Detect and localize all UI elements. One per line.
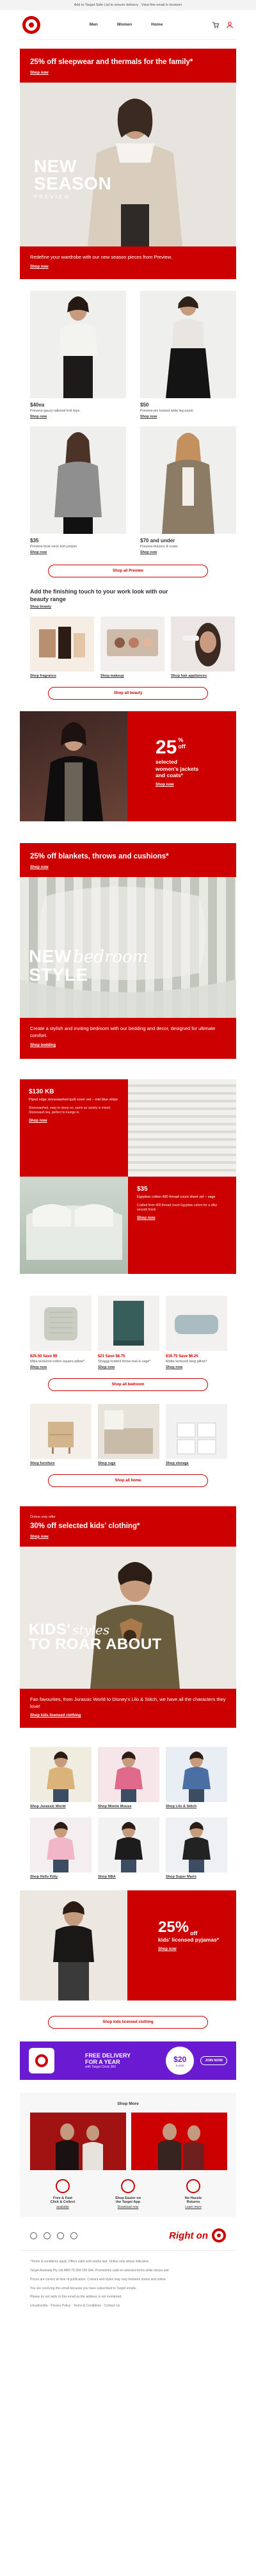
product-grid [20, 279, 236, 554]
cushion-price: $21 Save $6.75 [98, 1354, 125, 1358]
shop-all-preview-button[interactable]: Shop all Preview [48, 565, 208, 577]
brand-line: Right on [169, 2230, 208, 2241]
home-tile-rugs[interactable]: Shop rugs [98, 1404, 159, 1465]
service-title: Shop Easier on [115, 2196, 141, 2201]
bedroom-section [20, 843, 236, 1059]
kids-shop-now[interactable]: Shop now [30, 1534, 49, 1539]
product-image[interactable] [30, 291, 126, 398]
footer-legal [20, 2251, 236, 2326]
service-item[interactable] [95, 2179, 161, 2209]
product-shop-now[interactable]: Shop now [30, 414, 47, 419]
hero-section [20, 49, 236, 279]
service-sub: the Target App [115, 2200, 141, 2205]
cushion-desc: Shaggy knitted throw teal & sage* [98, 1359, 151, 1364]
product-image[interactable] [30, 426, 126, 534]
cushion-price: $19.75 Save $6.25 [166, 1354, 198, 1358]
cushion-shop-now[interactable]: Shop now [30, 1365, 47, 1369]
kids-tiles [20, 1747, 236, 1879]
kids-body-link[interactable]: Shop kids licensed clothing [30, 1714, 81, 1718]
footer-target-logo[interactable] [212, 2228, 226, 2242]
kids-tile-label: Shop Lilo & Stitch [166, 1805, 197, 1809]
service-cta[interactable]: Download now [117, 2205, 139, 2210]
product-card[interactable] [140, 426, 236, 554]
product-desc: Preview gauzy tailored knit tops [30, 408, 80, 413]
circle-360-banner[interactable]: FREE DELIVERY FOR A YEAR with Target Circle 360 $20 a year JOIN NOW [20, 2041, 236, 2080]
jackets-promo[interactable]: 25 % off selected women's jackets and coats* Shop now [20, 711, 236, 821]
facebook-icon[interactable] [57, 2232, 64, 2239]
cushion-desc: Matte textured long pillow* [166, 1359, 207, 1364]
pajamas-promo[interactable]: 25% off kids' licensed pyjamas* Shop now [20, 1890, 236, 2000]
target-logo[interactable] [22, 16, 40, 34]
product-price: $35 [30, 537, 39, 543]
hero-big-title: NEW SEASON PREVIEW [34, 156, 112, 200]
cushion-shop-now[interactable]: Shop now [98, 1365, 115, 1369]
cushion-desc: Mika textured cotton square pillow* [30, 1359, 85, 1364]
home-tiles [20, 1404, 236, 1465]
app-icon [121, 2179, 135, 2193]
cushion-image[interactable] [98, 1296, 159, 1351]
returns-icon [186, 2179, 200, 2193]
product-shop-now[interactable]: Shop now [30, 550, 47, 554]
hero-body-shop-now[interactable]: Shop now [30, 264, 49, 269]
service-sub: Click & Collect [50, 2200, 76, 2205]
nav-women[interactable]: Women [116, 22, 132, 27]
service-title: No Hassle [184, 2196, 202, 2201]
kids-tile[interactable] [30, 1747, 92, 1808]
bedding-promos [20, 1079, 236, 1274]
kids-big-title: KIDS' styles TO ROAR ABOUT [29, 1620, 162, 1653]
product-shop-now[interactable]: Shop now [140, 414, 157, 419]
product-image[interactable] [140, 291, 236, 398]
delivery-icon [56, 2179, 70, 2193]
shop-kids-licensed-button[interactable]: Shop kids licensed clothing [48, 2016, 208, 2029]
kids-date: Online only offer [30, 1515, 56, 1519]
jackets-shop-now[interactable]: Shop now [156, 782, 174, 787]
hero-shop-now[interactable]: Shop now [30, 70, 49, 75]
product-card[interactable] [140, 291, 236, 419]
home-tile-furniture[interactable]: Shop furniture [30, 1404, 92, 1465]
bedroom-image[interactable] [20, 877, 236, 1018]
footer-line: Prices are correct at time of publication. Colours and styles may vary between stores and online. [30, 2277, 167, 2282]
bedroom-shop-now[interactable]: Shop now [30, 865, 49, 870]
beauty-shop-link[interactable]: Shop beauty [30, 605, 52, 609]
footer-line: Target Australia Pty Ltd ABN 75 004 250 944. Promotions valid on selected items while stocks last. [30, 2269, 170, 2273]
kids-tile[interactable] [98, 1817, 159, 1879]
account-icon[interactable] [226, 21, 234, 29]
kids-body: Fan favourites, from Jurassic World to Disney's Lilo & Stitch, we have all the characters they love! [30, 1696, 226, 1709]
beauty-section [20, 584, 236, 678]
shop-more-tile-1[interactable] [30, 2113, 126, 2170]
beauty-title: Add the finishing touch to your work look with our beauty range [30, 588, 168, 602]
cushion-grid [20, 1296, 236, 1369]
kids-section [20, 1506, 236, 1728]
product-card[interactable] [30, 426, 126, 554]
service-cta[interactable]: available [56, 2205, 69, 2210]
hero-body: Redefine your wardrobe with our new season pieces from Preview. [30, 254, 172, 260]
product-desc: Preview blazers & coats [140, 544, 178, 549]
bedding-promo-1-text[interactable]: $130 KB Piped edge stonewashed quilt cover set – mid blue stripe Stonewashed, easy to sleep on, same as variety is mixed. Stonewash tea, perfect to lounge in. Shop now [20, 1079, 128, 1177]
jackets-text: selected women's jackets and coats* [156, 759, 199, 779]
cushion-card[interactable] [98, 1296, 159, 1369]
tiktok-icon[interactable] [44, 2232, 51, 2239]
service-item[interactable] [161, 2179, 226, 2209]
service-title: Free & Fast [53, 2196, 72, 2201]
shop-all-beauty-button[interactable]: Shop all beauty [48, 687, 208, 700]
kids-tile-label: Shop Super Mario [166, 1875, 196, 1880]
kids-tile-image[interactable] [98, 1747, 159, 1802]
cushion-price: $25.50 Save $9 [30, 1354, 58, 1358]
kids-tile-label: Shop NBA [98, 1875, 116, 1880]
hero-image[interactable] [20, 83, 236, 246]
kids-tile-label: Shop Jurassic World [30, 1805, 66, 1809]
product-card[interactable] [30, 291, 126, 419]
kids-tile[interactable] [30, 1817, 92, 1879]
cushion-image[interactable] [30, 1296, 92, 1351]
nav-home[interactable]: Home [151, 22, 163, 27]
kids-tile[interactable] [98, 1747, 159, 1808]
product-desc: Preview pin tucked wide leg pants [140, 408, 193, 413]
cushion-card[interactable] [30, 1296, 92, 1369]
kids-tile-image[interactable] [30, 1817, 92, 1872]
bedding-promo-2-image[interactable] [20, 1177, 128, 1274]
kids-title: 30% off selected kids' clothing* [30, 1522, 140, 1530]
bedroom-big-title: NEW bedroom STYLE [29, 946, 148, 985]
bedding-promo-2-text[interactable]: $35 Egyptian cotton 400 thread count sheet set – sage Crafted from 400 thread count Egyptian cotton for a silky smooth finish. Shop now [128, 1177, 236, 1274]
shop-all-home-button[interactable]: Shop all home [48, 1474, 208, 1487]
bedroom-body: Create a stylish and inviting bedroom with our bedding and decor, designed for ultimate comfort. [30, 1026, 216, 1038]
home-tile-storage[interactable]: Shop storage [166, 1404, 227, 1465]
product-desc: Preview boat neck knit jumper [30, 544, 77, 549]
cart-icon[interactable] [212, 21, 220, 29]
beauty-tile-hair[interactable]: Shop hair appliances [171, 616, 235, 678]
kids-tile-image[interactable] [166, 1817, 227, 1872]
service-cta[interactable]: Learn more [185, 2205, 202, 2210]
nav-men[interactable]: Men [89, 22, 98, 27]
top-nav [90, 22, 163, 27]
shop-more-section: Shop More Free & Fast Click & Collect available Shop Easier on the Target App Download now No Hassle Returns Learn more [20, 2093, 236, 2217]
kids-tile[interactable] [166, 1817, 227, 1879]
hero-title: 25% off sleepwear and thermals for the family* [30, 58, 193, 66]
join-now-button[interactable]: JOIN NOW [200, 2056, 227, 2065]
product-image[interactable] [140, 426, 236, 534]
jackets-image [20, 711, 127, 821]
bedding-promo-1-image[interactable] [128, 1079, 236, 1177]
cushion-shop-now[interactable]: Shop now [166, 1365, 183, 1369]
kids-tile-image[interactable] [30, 1747, 92, 1802]
pinterest-icon[interactable] [70, 2232, 77, 2239]
product-price: $70 and under [140, 537, 175, 543]
footer-line: Please do not reply to this email as the address is not monitored. [30, 2295, 122, 2299]
bedroom-body-link[interactable]: Shop bedding [30, 1043, 56, 1047]
product-price: $50 [140, 401, 149, 408]
kids-tile-image[interactable] [166, 1747, 227, 1802]
header [20, 10, 236, 40]
beauty-tile-fragrance[interactable]: Shop fragrance [30, 616, 94, 678]
shop-all-bedroom-button[interactable]: Shop all bedroom [48, 1378, 208, 1391]
product-price: $40ea [30, 401, 45, 408]
product-shop-now[interactable]: Shop now [140, 550, 157, 554]
cushion-card[interactable] [166, 1296, 227, 1369]
pajamas-image [20, 1890, 127, 2000]
kids-tile-label: Shop Hello Kitty [30, 1875, 58, 1880]
service-sub: Returns [186, 2200, 200, 2205]
footer-line: You are receiving this email because you have subscribed to Target emails. [30, 2286, 137, 2290]
footer-line: Unsubscribe · Privacy Policy · Terms & Conditions · Contact Us [30, 2304, 120, 2308]
kids-tile-image[interactable] [98, 1817, 159, 1872]
kids-tile[interactable] [166, 1747, 227, 1808]
kids-image[interactable] [20, 1547, 236, 1689]
instagram-icon[interactable] [30, 2232, 37, 2239]
kids-tile-label: Shop Minnie Mouse [98, 1805, 132, 1809]
service-item[interactable] [30, 2179, 95, 2209]
services [30, 2179, 226, 2209]
social-row [20, 2217, 236, 2251]
footer-line: *Terms & conditions apply. Offers valid until stocks last. Online only where indicated. [30, 2260, 150, 2264]
shop-more-tile-2[interactable] [131, 2113, 227, 2170]
beauty-tile-makeup[interactable]: Shop makeup [100, 616, 164, 678]
top-strip[interactable]: Add to Target Safe List to ensure delivery · View this email in browser [0, 0, 256, 10]
cushion-image[interactable] [166, 1296, 227, 1351]
bedroom-title: 25% off blankets, throws and cushions* [30, 853, 169, 861]
circle-box-icon [29, 2048, 54, 2073]
